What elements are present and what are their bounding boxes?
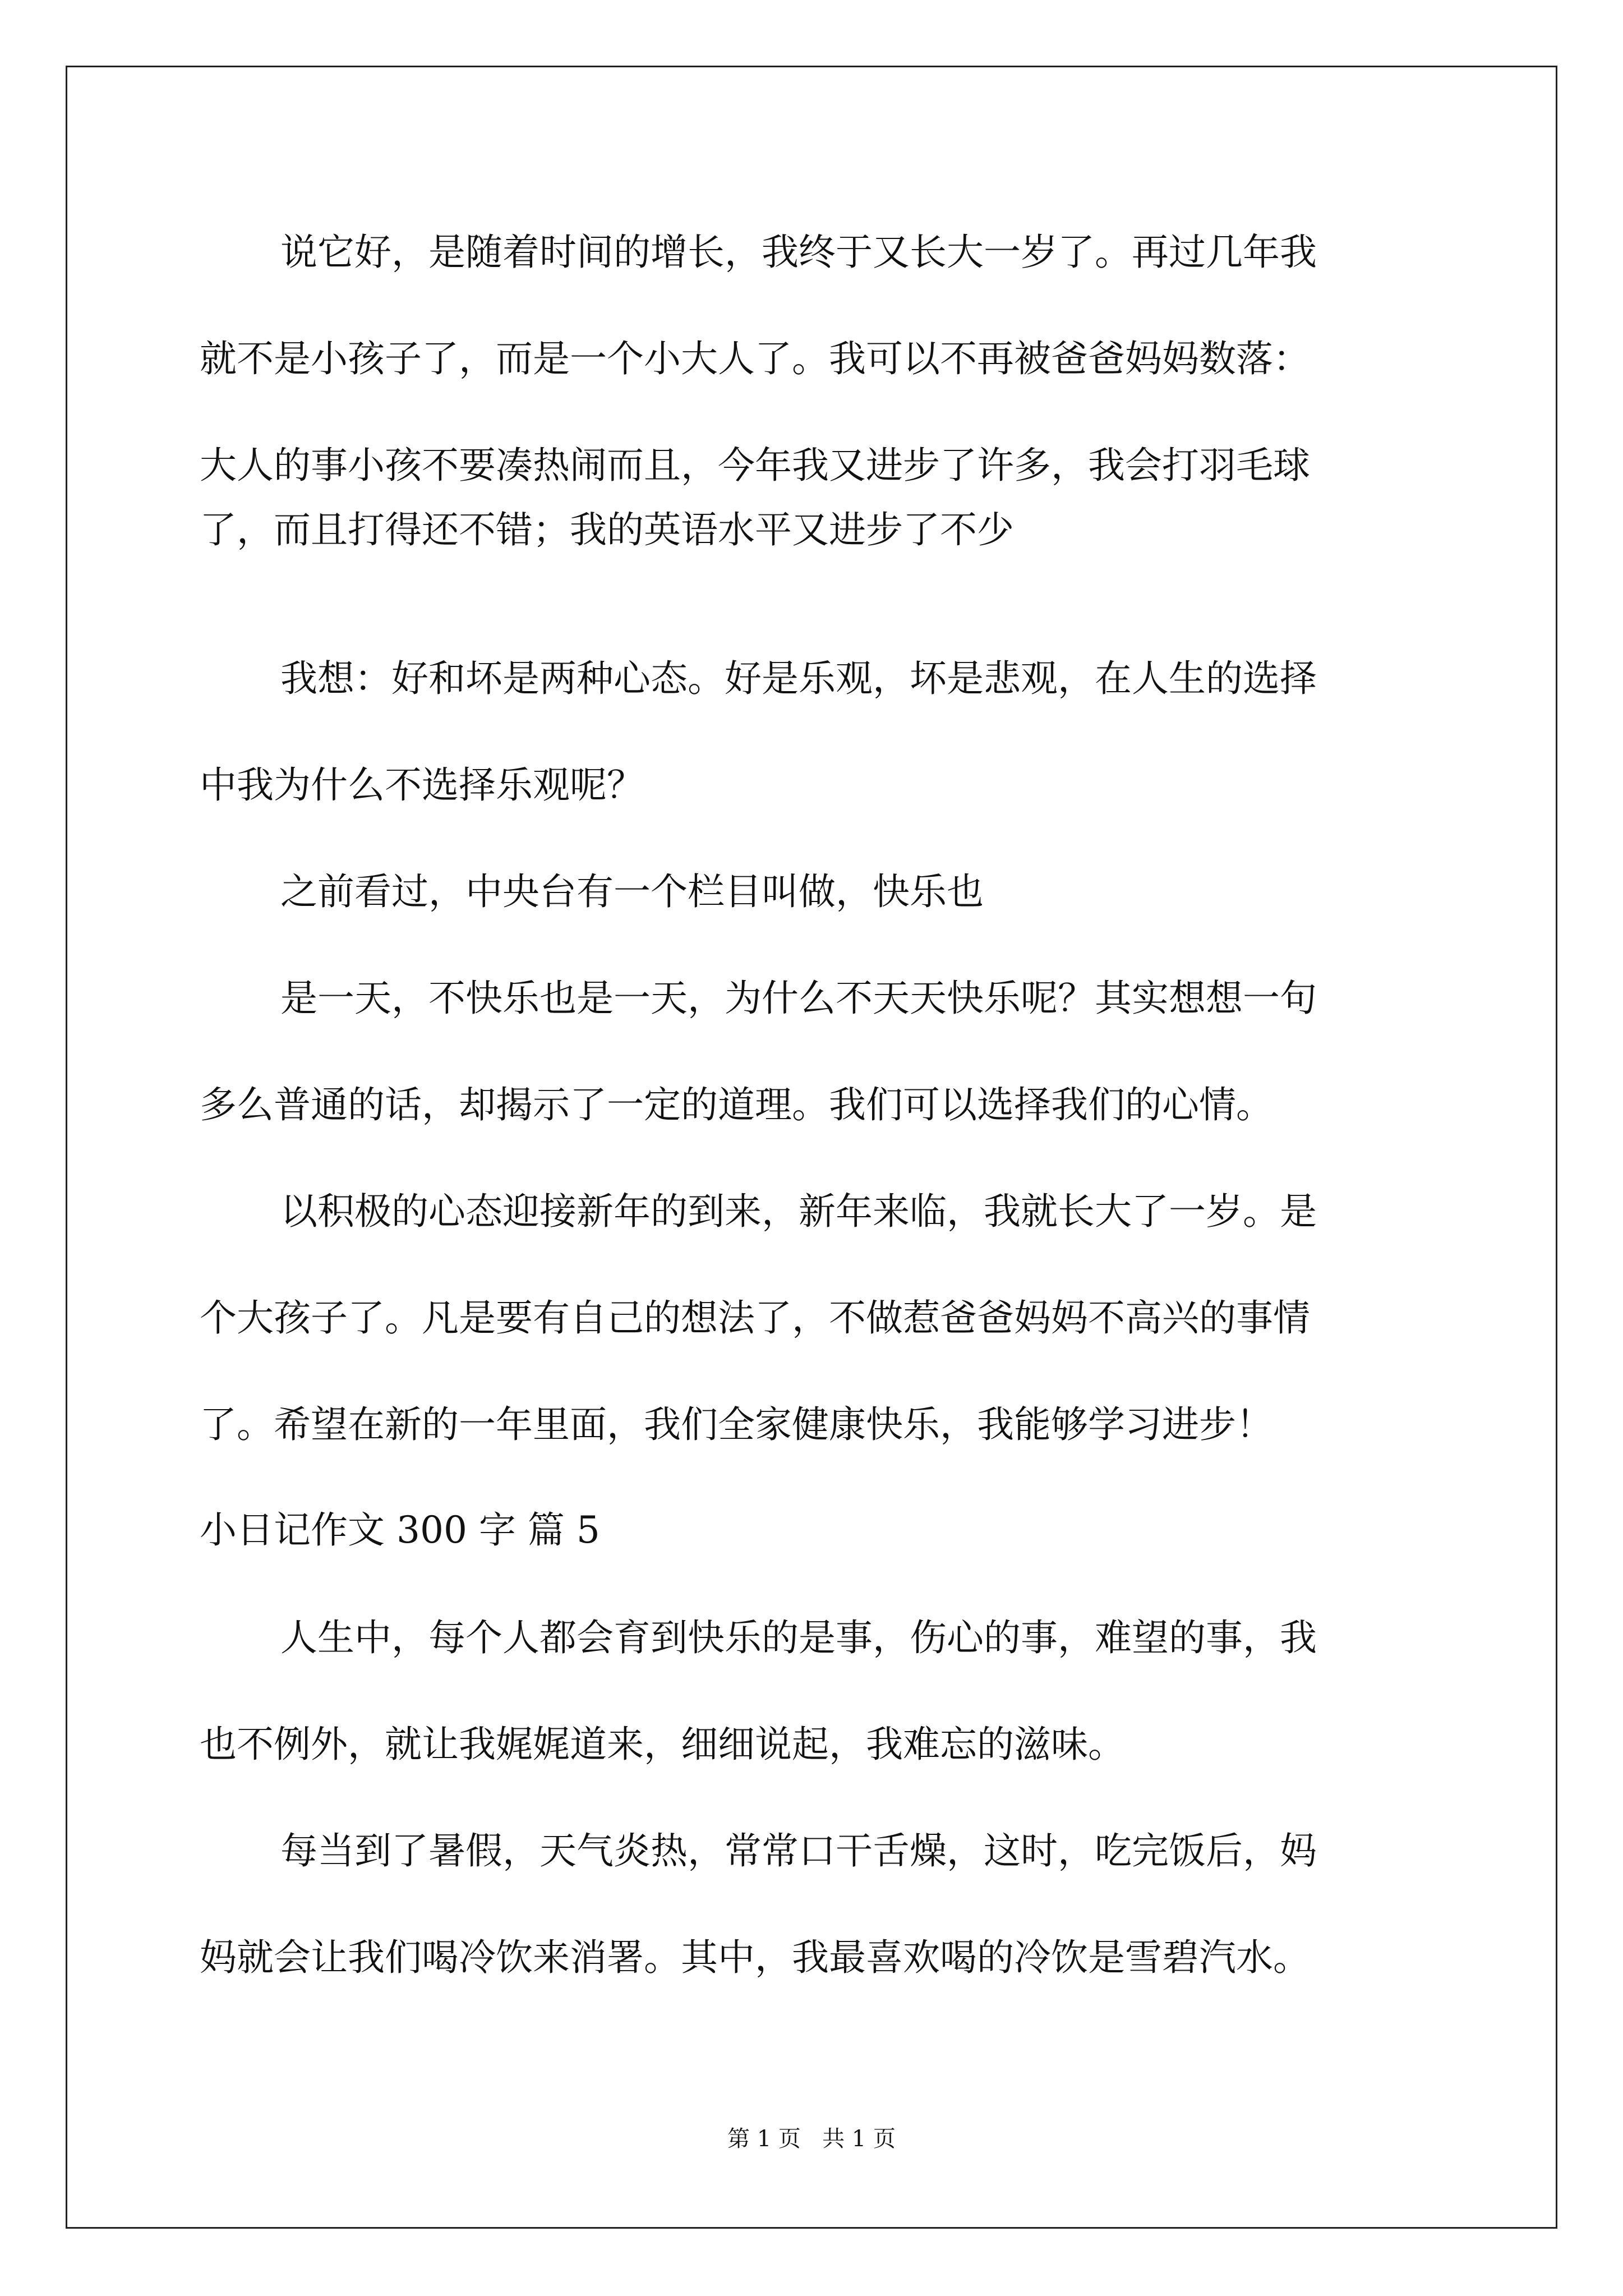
paragraph-line: 以积极的心态迎接新年的到来，新年来临，我就长大了一岁。是 bbox=[280, 1190, 1317, 1233]
paragraph-line: 之前看过，中央台有一个栏目叫做，快乐也 bbox=[280, 870, 984, 913]
page-border bbox=[66, 66, 1557, 2229]
paragraph-line: 就不是小孩子了，而是一个小大人了。我可以不再被爸爸妈妈数落： bbox=[200, 337, 1310, 380]
paragraph-line: 是一天，不快乐也是一天，为什么不天天快乐呢？其实想想一句 bbox=[280, 977, 1317, 1020]
paragraph-line: 也不例外，就让我娓娓道来，细细说起，我难忘的滋味。 bbox=[200, 1723, 1125, 1766]
section-heading: 小日记作文 300 字 篇 5 bbox=[200, 1508, 600, 1552]
paragraph-line: 我想：好和坏是两种心态。好是乐观，坏是悲观，在人生的选择 bbox=[280, 657, 1317, 700]
paragraph-line: 个大孩子了。凡是要有自己的想法了，不做惹爸爸妈妈不高兴的事情 bbox=[200, 1296, 1310, 1340]
paragraph-line: 说它好，是随着时间的增长，我终于又长大一岁了。再过几年我 bbox=[280, 231, 1317, 274]
paragraph-line: 每当到了暑假，天气炎热，常常口干舌燥，这时，吃完饭后，妈 bbox=[280, 1829, 1317, 1872]
paragraph-line: 了，而且打得还不错；我的英语水平又进步了不少 bbox=[200, 508, 1014, 551]
paragraph-line: 人生中，每个人都会育到快乐的是事，伤心的事，难望的事，我 bbox=[280, 1616, 1317, 1659]
paragraph-line: 妈就会让我们喝冷饮来消署。其中，我最喜欢喝的冷饮是雪碧汽水。 bbox=[200, 1936, 1310, 1979]
paragraph-line: 大人的事小孩不要凑热闹而且，今年我又进步了许多，我会打羽毛球 bbox=[200, 444, 1310, 487]
paragraph-line: 中我为什么不选择乐观呢？ bbox=[200, 763, 644, 807]
page-footer: 第 1 页 共 1 页 bbox=[727, 2126, 896, 2152]
paragraph-line: 了。希望在新的一年里面，我们全家健康快乐，我能够学习进步！ bbox=[200, 1403, 1273, 1446]
paragraph-line: 多么普通的话，却揭示了一定的道理。我们可以选择我们的心情。 bbox=[200, 1083, 1273, 1126]
